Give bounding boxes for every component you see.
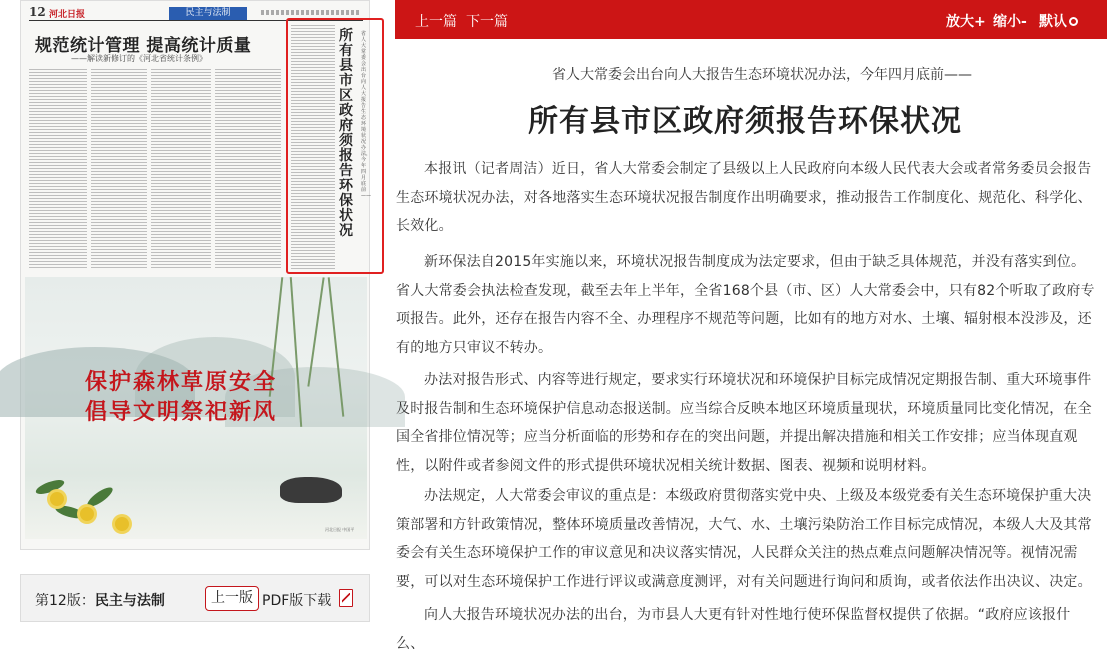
- text-column: [151, 69, 211, 269]
- next-article-link[interactable]: 下一篇: [466, 14, 508, 30]
- article-title: 所有县市区政府须报告环保状况: [528, 104, 962, 139]
- public-service-ad[interactable]: [25, 277, 367, 539]
- chrysanthemum-flower: [80, 507, 94, 521]
- page-navigation-bar: [20, 574, 370, 622]
- masthead-date: [261, 10, 361, 15]
- current-page-label: [35, 590, 165, 610]
- pdf-download-link[interactable]: PDF版下载: [262, 593, 332, 609]
- page-prefix: 第12版：: [35, 593, 95, 609]
- article-paragraph: 新环保法自2015年实施以来，环境状况报告制度成为法定要求，但由于缺乏具体规范，并没有落实到位。省人大常委会执法检查发现，截至去年上半年，全省168个县（市、区）人大常委会中，只有82个听取了政府专项报告。此外，还存在报告内容不全、办理程序不规范等问题，比如有的地方对水、土壤、辐射根本没涉及，还有的地方只审议不转办。: [396, 254, 1095, 356]
- text-column: [29, 69, 87, 269]
- previous-article-link[interactable]: 上一篇: [415, 14, 457, 30]
- newspaper-logo: 河北日报: [49, 10, 86, 20]
- article-toolbar: [395, 0, 1107, 39]
- pdf-icon[interactable]: [339, 589, 353, 607]
- default-size-label: 默认: [1039, 14, 1067, 30]
- article-paragraph: 本报讯（记者周洁）近日，省人大常委会制定了县级以上人民政府向本级人民代表大会或者常务委员会报告生态环境状况办法，对各地落实生态环境状况报告制度作出明确要求，推动报告工作制度化、规范化、科学化、长效化。: [396, 161, 1092, 234]
- ad-slogan-line-2: 倡导文明祭祀新风: [85, 399, 278, 425]
- highlighted-article-subtitle: 省人大常委会出台向人大报告生态环境状况办法，今年四月底前——: [361, 31, 372, 199]
- highlighted-article-title[interactable]: 所有县市区政府须报告环保状况: [339, 28, 353, 239]
- reset-circle-icon: [1069, 17, 1078, 26]
- chrysanthemum-flower: [50, 492, 64, 506]
- zoom-out-button[interactable]: 缩小-: [993, 14, 1027, 30]
- page-subheadline: ——解读新修订的《河北省统计条例》: [71, 54, 207, 63]
- default-size-button[interactable]: [1039, 11, 1078, 31]
- ad-credit: 河北日报 中国平: [325, 527, 355, 532]
- leaf-shape: [85, 484, 115, 509]
- section-banner: 民主与法制: [169, 7, 247, 20]
- page-headline[interactable]: 规范统计管理 提高统计质量: [35, 36, 252, 56]
- page-section-name: 民主与法制: [94, 593, 165, 609]
- ox-figure: [280, 477, 342, 503]
- newspaper-page-thumbnail[interactable]: [20, 0, 370, 550]
- previous-page-button[interactable]: 上一版: [205, 586, 259, 611]
- chrysanthemum-flower: [115, 517, 129, 531]
- text-column: [91, 69, 147, 269]
- text-column: [215, 69, 281, 269]
- zoom-in-button[interactable]: 放大+: [946, 14, 986, 30]
- page-number: 12: [29, 5, 46, 19]
- article-paragraph: 办法规定，人大常委会审议的重点是：本级政府贯彻落实党中央、上级及本级党委有关生态环境保护重大决策部署和方针政策情况，整体环境质量改善情况，大气、水、土壤污染防治工作目标完成情况，本级人大及其常委会有关生态环境保护工作的审议意见和决议落实情况，人民群众关注的热点难点问题解决情况等。视情况需要，可以对生态环境保护工作进行评议或满意度测评，对有关问题进行询问和质询，或者依法作出决议、决定。: [396, 488, 1092, 590]
- article-paragraph: 办法对报告形式、内容等进行规定，要求实行环境状况和环境保护目标完成情况定期报告制、重大环境事件及时报告制和生态环境保护信息动态报送制。应当综合反映本地区环境质量现状，环境质量同比变化情况，在全国全省排位情况等；应当分析面临的形势和存在的突出问题，并提出解决措施和相关工作安排；应当体现直观性，以附件或者参阅文件的形式提供环境状况相关统计数据、图表、视频和说明材料。: [396, 372, 1092, 474]
- article-paragraph: 向人大报告环境状况办法的出台，为市县人大更有针对性地行使环保监督权提供了依据。“政府应该报什么、: [396, 607, 1071, 652]
- ad-slogan-line-1: 保护森林草原安全: [85, 369, 278, 395]
- article-kicker: 省人大常委会出台向人大报告生态环境状况办法，今年四月底前——: [552, 67, 972, 83]
